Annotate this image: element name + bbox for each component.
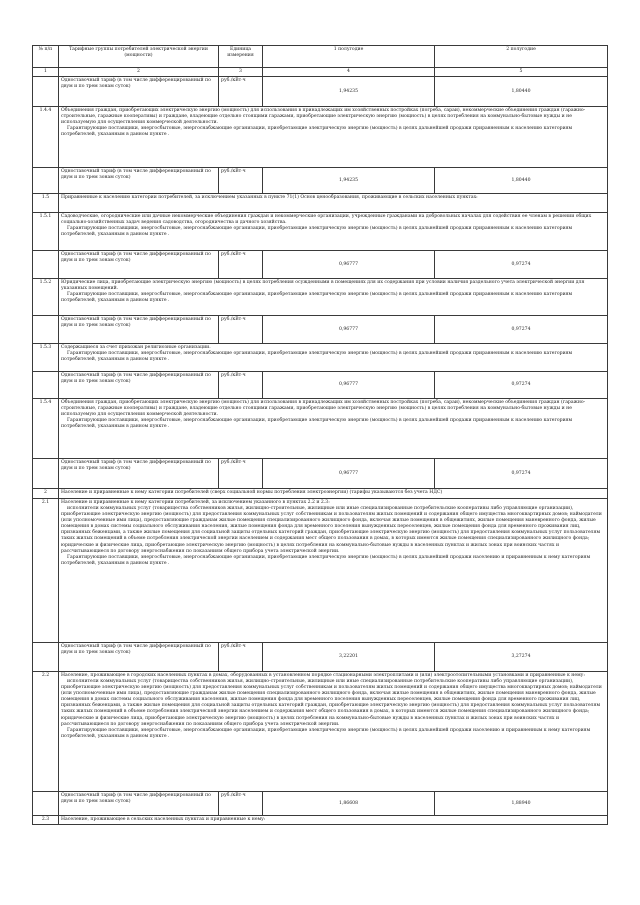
section-row bbox=[33, 279, 608, 316]
section-number: 1.4.4 bbox=[33, 107, 59, 168]
section-paragraph: исполнители коммунальных услуг (товарищества собственников жилья, жилищно-строительные, жилищные или иные специализированные потребительские кооперативы либо управляющие организации), приобретающие электрическую энергию (мощность) для предоставления коммунальных услуг собственникам и пользователям жилых помещений и содержания общего имущества многоквартирных домов; наймодатели (или уполномоченные ими лица), предоставляющие гражданам жилые помещения специализированного жилищного фонда, включая жилые помещения в общежитиях, жилые помещения маневренного фонда, жилые помещения в домах системы социального обслуживания населения, жилые помещения фонда для временного поселения вынужденных переселенцев, жилые помещения фонда для временного проживания лиц, признанных беженцами, а также жилые помещения для социальной защиты отдельных категорий граждан, приобретающие электрическую энергию (мощность) для предоставления коммунальных услуг пользователям таких жилых помещений в объеме потребления электрической энергии населением и содержания мест общего пользования в домах, в которых имеются жилые помещения специализированного жилищного фонда; юридические и физические лица, приобретающие электрическую энергию (мощность) в целях потребления на коммунально-бытовые нужды в населенных пунктах и жилых зонах при воинских частях и рассчитывающиеся по договору энергоснабжения по показаниям общего прибора учета электрической энергии. bbox=[61, 679, 602, 727]
unit-cell: руб./кВт·ч bbox=[219, 168, 263, 194]
unit-cell: руб./кВт·ч bbox=[219, 372, 263, 399]
section-description bbox=[59, 194, 608, 213]
tariff-row bbox=[33, 372, 608, 399]
tariff-table bbox=[32, 45, 608, 825]
tariff-description: Одноставочный тариф (в том числе дифференцированный по двум и по трем зонам суток) bbox=[59, 251, 219, 279]
unit-cell: руб./кВт·ч bbox=[219, 643, 263, 672]
section-row bbox=[33, 816, 608, 825]
row-number-cell bbox=[33, 372, 59, 399]
section-row bbox=[33, 213, 608, 251]
second-half-value: 1,88940 bbox=[435, 792, 608, 816]
section-description bbox=[59, 672, 608, 792]
tariff-description: Одноставочный тариф (в том числе дифференцированный по двум и по трем зонам суток) bbox=[59, 643, 219, 672]
tariff-description: Одноставочный тариф (в том числе дифференцированный по двум и по трем зонам суток) bbox=[59, 168, 219, 194]
section-number: 1.5.2 bbox=[33, 279, 59, 316]
section-number: 1.5.3 bbox=[33, 344, 59, 372]
section-description bbox=[59, 107, 608, 168]
tariff-description: Одноставочный тариф (в том числе дифференцированный по двум и по трем зонам суток) bbox=[59, 792, 219, 816]
section-row bbox=[33, 672, 608, 792]
second-half-value: 0,97274 bbox=[435, 316, 608, 344]
row-number-cell bbox=[33, 459, 59, 489]
column-number: 5 bbox=[435, 68, 608, 77]
section-number: 1.5.1 bbox=[33, 213, 59, 251]
section-number: 2 bbox=[33, 489, 59, 499]
column-number: 4 bbox=[263, 68, 435, 77]
section-description bbox=[59, 499, 608, 643]
section-row bbox=[33, 194, 608, 213]
column-number: 3 bbox=[219, 68, 263, 77]
first-half-value: 1,94235 bbox=[263, 168, 435, 194]
row-number-cell bbox=[33, 168, 59, 194]
section-number: 1.5 bbox=[33, 194, 59, 213]
section-description bbox=[59, 213, 608, 251]
tariff-row bbox=[33, 251, 608, 279]
section-number: 2.2 bbox=[33, 672, 59, 792]
section-description bbox=[59, 344, 608, 372]
tariff-description: Одноставочный тариф (в том числе дифференцированный по двум и по трем зонам суток) bbox=[59, 316, 219, 344]
section-paragraph: Гарантирующие поставщики, энергосбытовые, энергоснабжающие организации, приобретающие электрическую энергию (мощность) в целях дальнейшей продажи приравненным к населению категориям потребителей, указанным в данном пункте . bbox=[61, 351, 573, 363]
section-paragraph: Садоводческие, огороднические или дачные некоммерческие объединения граждан и некоммерческие организации, учрежденные гражданами на добровольных началах для содействия ее членам в решении общих социально-хозяйственных задач ведения садоводства, огородничества и дачного хозяйства. bbox=[61, 214, 592, 226]
header-unit: Единица измерения bbox=[219, 46, 263, 68]
section-paragraph: Приравненные к населению категории потребителей, за исключением указанных в пункте 71(1) Основ ценообразования, проживающие в сельских населенных пунктах: bbox=[61, 195, 478, 201]
second-half-value: 1,80440 bbox=[435, 77, 608, 107]
table-header-row bbox=[33, 46, 608, 68]
first-half-value: 0,96777 bbox=[263, 372, 435, 399]
column-number: 1 bbox=[33, 68, 59, 77]
header-group: Тарифные группы потребителей электрической энергии (мощности) bbox=[59, 46, 219, 68]
unit-cell: руб./кВт·ч bbox=[219, 316, 263, 344]
first-half-value: 0,96777 bbox=[263, 316, 435, 344]
column-number-row bbox=[33, 68, 608, 77]
section-paragraph: Гарантирующие поставщики, энергосбытовые, энергоснабжающие организации, приобретающие электрическую энергию (мощность) в целях дальнейшей продажи населению и приравненным к нему категориям потребителей, указанным в данном пункте . bbox=[61, 554, 591, 566]
tariff-row bbox=[33, 316, 608, 344]
second-half-value: 0,97274 bbox=[435, 459, 608, 489]
first-half-value: 0,96777 bbox=[263, 459, 435, 489]
section-paragraph: Население и приравненные к нему категории потребителей, за исключением указанного в пунктах 2.2 и 2.3: bbox=[61, 500, 330, 506]
section-description bbox=[59, 489, 608, 499]
section-row bbox=[33, 499, 608, 643]
section-description bbox=[59, 816, 608, 825]
first-half-value: 0,96777 bbox=[263, 251, 435, 279]
unit-cell: руб./кВт·ч bbox=[219, 792, 263, 816]
section-paragraph: исполнители коммунальных услуг (товарищества собственников жилья, жилищно-строительные, жилищные или иные специализированные потребительские кооперативы либо управляющие организации), приобретающие электрическую энергию (мощность) для предоставления коммунальных услуг собственникам и пользователям жилых помещений и содержания общего имущества многоквартирных домов; наймодатели (или уполномоченные ими лица), предоставляющие гражданам жилые помещения специализированного жилищного фонда, включая жилые помещения в общежитиях, жилые помещения маневренного фонда, жилые помещения в домах системы социального обслуживания населения, жилые помещения фонда для временного поселения вынужденных переселенцев, жилые помещения фонда для временного проживания лиц, признанных беженцами, а также жилые помещения для социальной защиты отдельных категорий граждан, приобретающие электрическую энергию (мощность) для предоставления коммунальных услуг пользователям таких жилых помещений в объеме потребления электрической энергии населением и содержания мест общего пользования в домах, в которых имеются жилые помещения специализированного жилищного фонда; юридические и физические лица, приобретающие электрическую энергию (мощность) в целях потребления на коммунально-бытовые нужды в населенных пунктах и жилых зонах при воинских частях и рассчитывающиеся по договору энергоснабжения по показаниям общего прибора учета электрической энергии. bbox=[61, 506, 602, 554]
section-paragraph: Гарантирующие поставщики, энергосбытовые, энергоснабжающие организации, приобретающие электрическую энергию (мощность) в целях дальнейшей продажи приравненным к населению категориям потребителей, указанным в данном пункте . bbox=[61, 226, 573, 238]
row-number-cell bbox=[33, 251, 59, 279]
row-number-cell bbox=[33, 77, 59, 107]
second-half-value: 0,97274 bbox=[435, 251, 608, 279]
row-number-cell bbox=[33, 316, 59, 344]
unit-cell: руб./кВт·ч bbox=[219, 459, 263, 489]
section-number: 2.3 bbox=[33, 816, 59, 825]
tariff-description: Одноставочный тариф (в том числе дифференцированный по двум и по трем зонам суток) bbox=[59, 372, 219, 399]
section-paragraph: Население и приравненные к нему категории потребителей (сверх социальной нормы потребления электроэнергии) (тарифы указываются без учета НДС) bbox=[61, 490, 443, 496]
section-row bbox=[33, 399, 608, 459]
tariff-description: Одноставочный тариф (в том числе дифференцированный по двум и по трем зонам суток) bbox=[59, 77, 219, 107]
section-paragraph: Объединения граждан, приобретающих электрическую энергию (мощность) для использования в принадлежащих им хозяйственных постройках (погреба, сараи), некоммерческие объединения граждан (гаражно-строительные, гаражные кооперативы) и граждане, владеющие отдельно стоящими гаражами, приобретающие электрическую энергию (мощность) в целях потребления на коммунально-бытовые нужды и не используемую для осуществления коммерческой деятельности. bbox=[61, 400, 586, 418]
section-paragraph: Гарантирующие поставщики, энергосбытовые, энергоснабжающие организации, приобретающие электрическую энергию (мощность) в целях дальнейшей продажи населению и приравненным к нему категориям потребителей, указанным в данном пункте . bbox=[61, 727, 591, 739]
header-first-half: 1 полугодие bbox=[263, 46, 435, 68]
first-half-value: 1,94235 bbox=[263, 77, 435, 107]
unit-cell: руб./кВт·ч bbox=[219, 251, 263, 279]
section-description bbox=[59, 279, 608, 316]
tariff-row bbox=[33, 643, 608, 672]
header-num: № п/п bbox=[33, 46, 59, 68]
second-half-value: 1,80440 bbox=[435, 168, 608, 194]
tariff-row bbox=[33, 168, 608, 194]
section-paragraph: Гарантирующие поставщики, энергосбытовые, энергоснабжающие организации, приобретающие электрическую энергию (мощность) в целях дальнейшей продажи приравненным к населению категориям потребителей, указанным в данном пункте . bbox=[61, 126, 573, 138]
unit-cell: руб./кВт·ч bbox=[219, 77, 263, 107]
section-paragraph: Население, проживающее в городских населенных пунктах в домах, оборудованных в установленном порядке стационарными электроплитами и (или) электроотопительными установками и приравненные к нему: bbox=[61, 673, 585, 679]
section-number: 2.1 bbox=[33, 499, 59, 643]
row-number-cell bbox=[33, 643, 59, 672]
section-row bbox=[33, 489, 608, 499]
section-row bbox=[33, 107, 608, 168]
first-half-value: 1,86608 bbox=[263, 792, 435, 816]
row-number-cell bbox=[33, 792, 59, 816]
tariff-description: Одноставочный тариф (в том числе дифференцированный по двум и по трем зонам суток) bbox=[59, 459, 219, 489]
tariff-row bbox=[33, 77, 608, 107]
section-description bbox=[59, 399, 608, 459]
section-paragraph: Юридические лица, приобретающие электрическую энергию (мощность) в целях потребления осужденными в помещениях для их содержания при условии наличия раздельного учета электрической энергии для указанных помещений. bbox=[61, 280, 585, 292]
second-half-value: 0,97274 bbox=[435, 372, 608, 399]
first-half-value: 3,22201 bbox=[263, 643, 435, 672]
section-paragraph: Гарантирующие поставщики, энергосбытовые, энергоснабжающие организации, приобретающие электрическую энергию (мощность) в целях дальнейшей продажи приравненным к населению категориям потребителей, указанным в данном пункте . bbox=[61, 292, 573, 304]
tariff-row bbox=[33, 459, 608, 489]
section-paragraph: Объединения граждан, приобретающих электрическую энергию (мощность) для использования в принадлежащих им хозяйственных постройках (погреба, сараи), некоммерческие объединения граждан (гаражно-строительные, гаражные кооперативы) и граждане, владеющие отдельно стоящими гаражами, приобретающие электрическую энергию (мощность) в целях потребления на коммунально-бытовые нужды и не используемую для осуществления коммерческой деятельности. bbox=[61, 108, 586, 126]
tariff-row bbox=[33, 792, 608, 816]
section-number: 1.5.4 bbox=[33, 399, 59, 459]
section-paragraph: Население, проживающее в сельских населенных пунктах и приравненные к нему: bbox=[61, 817, 266, 823]
second-half-value: 3,27274 bbox=[435, 643, 608, 672]
document-page bbox=[32, 45, 607, 825]
column-number: 2 bbox=[59, 68, 219, 77]
section-paragraph: Гарантирующие поставщики, энергосбытовые, энергоснабжающие организации, приобретающие электрическую энергию (мощность) в целях дальнейшей продажи приравненным к населению категориям потребителей, указанным в данном пункте . bbox=[61, 418, 573, 430]
section-row bbox=[33, 344, 608, 372]
section-paragraph: Содержащиеся за счет прихожан религиозные организации. bbox=[61, 345, 211, 351]
header-second-half: 2 полугодие bbox=[435, 46, 608, 68]
